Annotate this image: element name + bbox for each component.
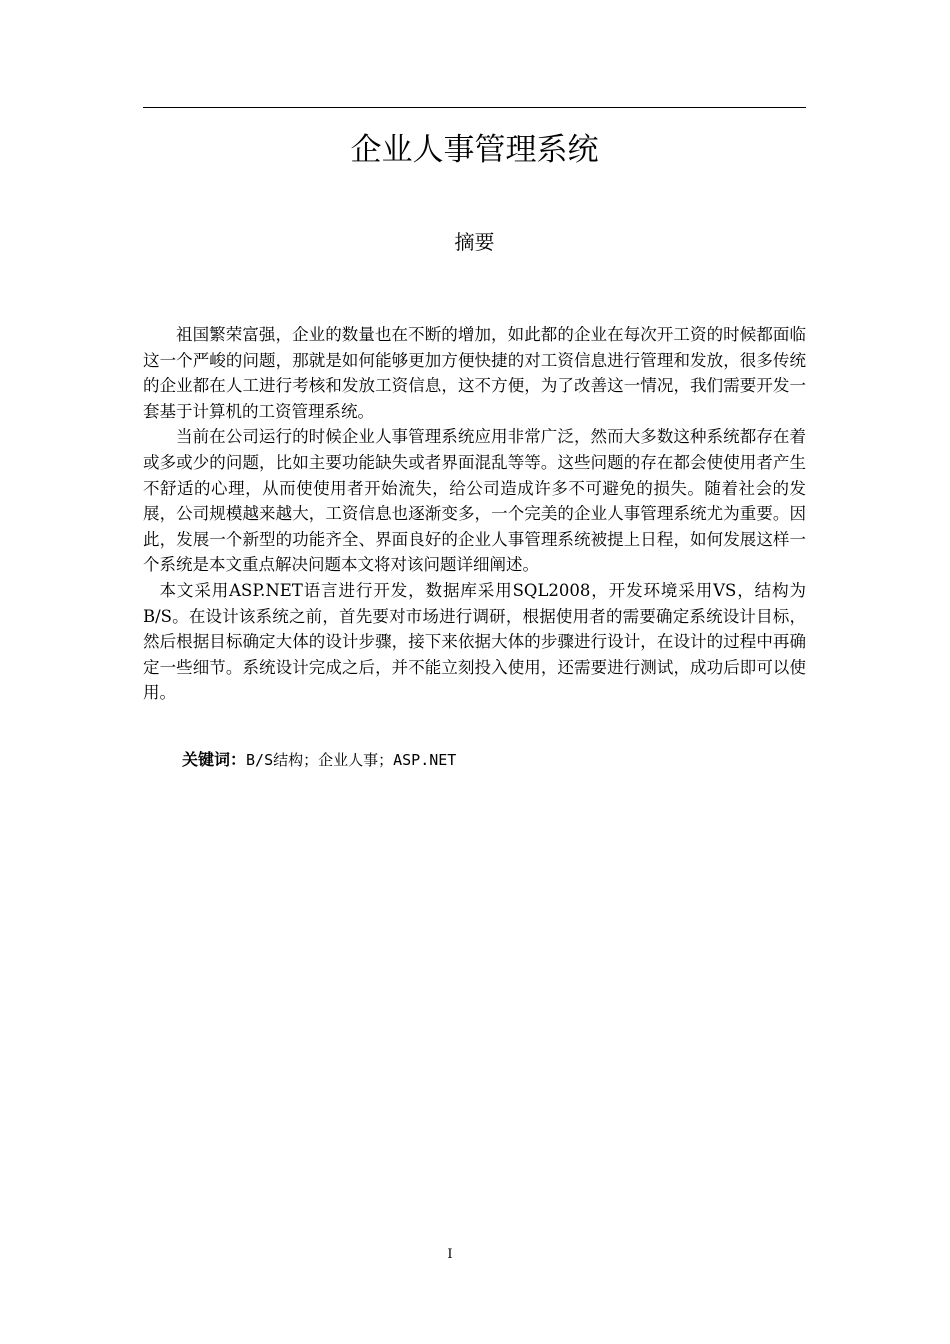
abstract-paragraph-2: 当前在公司运行的时候企业人事管理系统应用非常广泛，然而大多数这种系统都存在着或多或少的问题，比如主要功能缺失或者界面混乱等等。这些问题的存在都会使使用者产生不舒适的心理，从而使使用者开始流失，给公司造成许多不可避免的损失。随着社会的发展，公司规模越来越大，工资信息也逐渐变多，一个完美的企业人事管理系统尤为重要。因此，发展一个新型的功能齐全、界面良好的企业人事管理系统被提上日程，如何发展这样一个系统是本文重点解决问题本文将对该问题详细阐述。 xyxy=(143,427,806,575)
header-rule xyxy=(143,107,806,108)
keywords-line xyxy=(182,748,802,772)
keywords-value: B/S结构；企业人事；ASP.NET xyxy=(246,751,457,769)
abstract-body xyxy=(143,322,806,706)
document-title: 企业人事管理系统 xyxy=(350,132,599,168)
page-number: I xyxy=(447,1247,453,1262)
abstract-paragraph-3: 本文采用ASP.NET语言进行开发，数据库采用SQL2008，开发环境采用VS，结构为B/S。在设计该系统之前，首先要对市场进行调研，根据使用者的需要确定系统设计目标，然后根据目标确定大体的设计步骤，接下来依据大体的步骤进行设计，在设计的过程中再确定一些细节。系统设计完成之后，并不能立刻投入使用，还需要进行测试，成功后即可以使用。 xyxy=(143,580,806,703)
keywords-label: 关键词： xyxy=(182,750,247,769)
abstract-paragraph-1: 祖国繁荣富强，企业的数量也在不断的增加，如此都的企业在每次开工资的时候都面临这一个严峻的问题，那就是如何能够更加方便快捷的对工资信息进行管理和发放，很多传统的企业都在人工进行考核和发放工资信息，这不方便，为了改善这一情况，我们需要开发一套基于计算机的工资管理系统。 xyxy=(143,325,806,421)
abstract-heading: 摘要 xyxy=(454,230,495,254)
